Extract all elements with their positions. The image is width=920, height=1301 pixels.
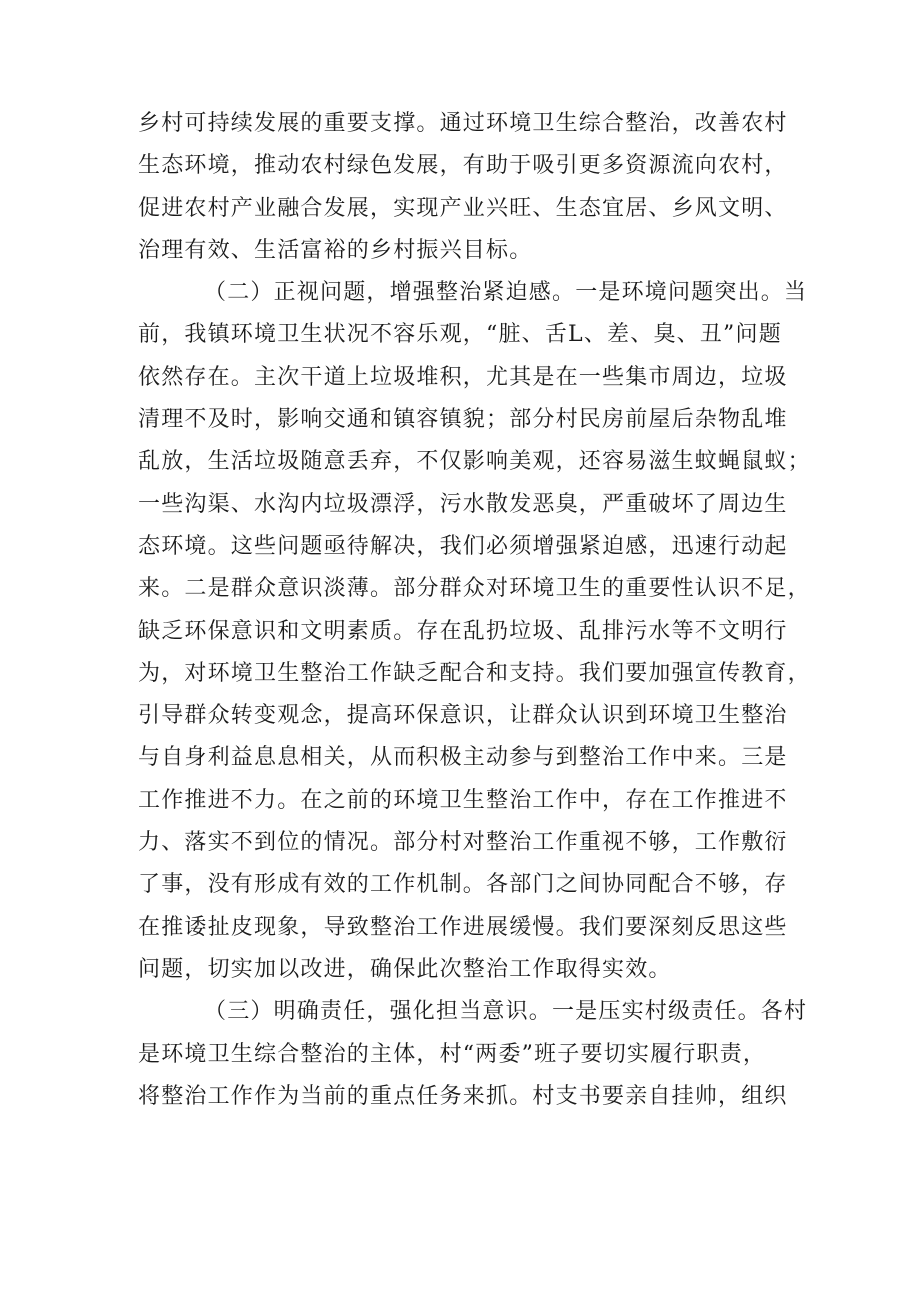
text-line: 了事，没有形成有效的工作机制。各部门之间协同配合不够，存 [138,872,788,898]
text-line: 将整治工作作为当前的重点任务来抓。村支书要亲自挂帅，组织 [138,1083,788,1109]
text-line: 依然存在。主次干道上垃圾堆积，尤其是在一些集市周边，垃圾 [138,364,788,390]
text-line: 缺乏环保意识和文明素质。存在乱扔垃圾、乱排污水等不文明行 [138,618,788,644]
paragraph-2 [138,272,811,991]
text-line: 前，我镇环境卫生状况不容乐观，“脏、舌L、差、臭、丑”问题 [138,322,782,348]
text-line: 是环境卫生综合整治的主体，村“两委”班子要切实履行职责， [138,1041,767,1067]
text-line: 力、落实不到位的情况。部分村对整治工作重视不够，工作敷衍 [138,830,788,856]
text-line: 引导群众转变观念，提高环保意识，让群众认识到环境卫生整治 [138,703,788,729]
text-line: 一些沟渠、水沟内垃圾漂浮，污水散发恶臭，严重破坏了周边生 [138,491,788,517]
document-body [138,103,811,1118]
text-line: 生态环境，推动农村绿色发展，有助于吸引更多资源流向农村， [138,153,788,179]
text-line: 来。二是群众意识淡薄。部分群众对环境卫生的重要性认识不足， [138,576,811,602]
text-line: 在推诿扯皮现象，导致整治工作进展缓慢。我们要深刻反思这些 [138,914,788,940]
text-line: 为，对环境卫生整治工作缺乏配合和支持。我们要加强宣传教育， [138,660,811,686]
text-line: 工作推进不力。在之前的环境卫生整治工作中，存在工作推进不 [138,787,788,813]
text-line: 促进农村产业融合发展，实现产业兴旺、生态宜居、乡风文明、 [138,195,788,221]
text-line: 态环境。这些问题亟待解决，我们必须增强紧迫感，迅速行动起 [138,533,788,559]
text-line: 乡村可持续发展的重要支撑。通过环境卫生综合整治，改善农村 [138,111,788,136]
paragraph-3 [138,991,808,1118]
paragraph-heading-line: （三）明确责任，强化担当意识。一是压实村级责任。各村 [204,999,808,1025]
paragraph-heading-line: （二）正视问题，增强整治紧迫感。一是环境问题突出。当 [204,280,808,306]
text-line: 问题，切实加以改进，确保此次整治工作取得实效。 [138,956,672,982]
text-line: 清理不及时，影响交通和镇容镇貌；部分村民房前屋后杂物乱堆 [138,407,788,433]
text-line: 与自身利益息息相关，从而积极主动参与到整治工作中来。三是 [138,745,788,771]
text-line: 治理有效、生活富裕的乡村振兴目标。 [138,237,533,263]
paragraph-1 [138,103,788,272]
text-line: 乱放，生活垃圾随意丢弃，不仅影响美观，还容易滋生蚊蝇鼠蚁； [138,449,811,475]
